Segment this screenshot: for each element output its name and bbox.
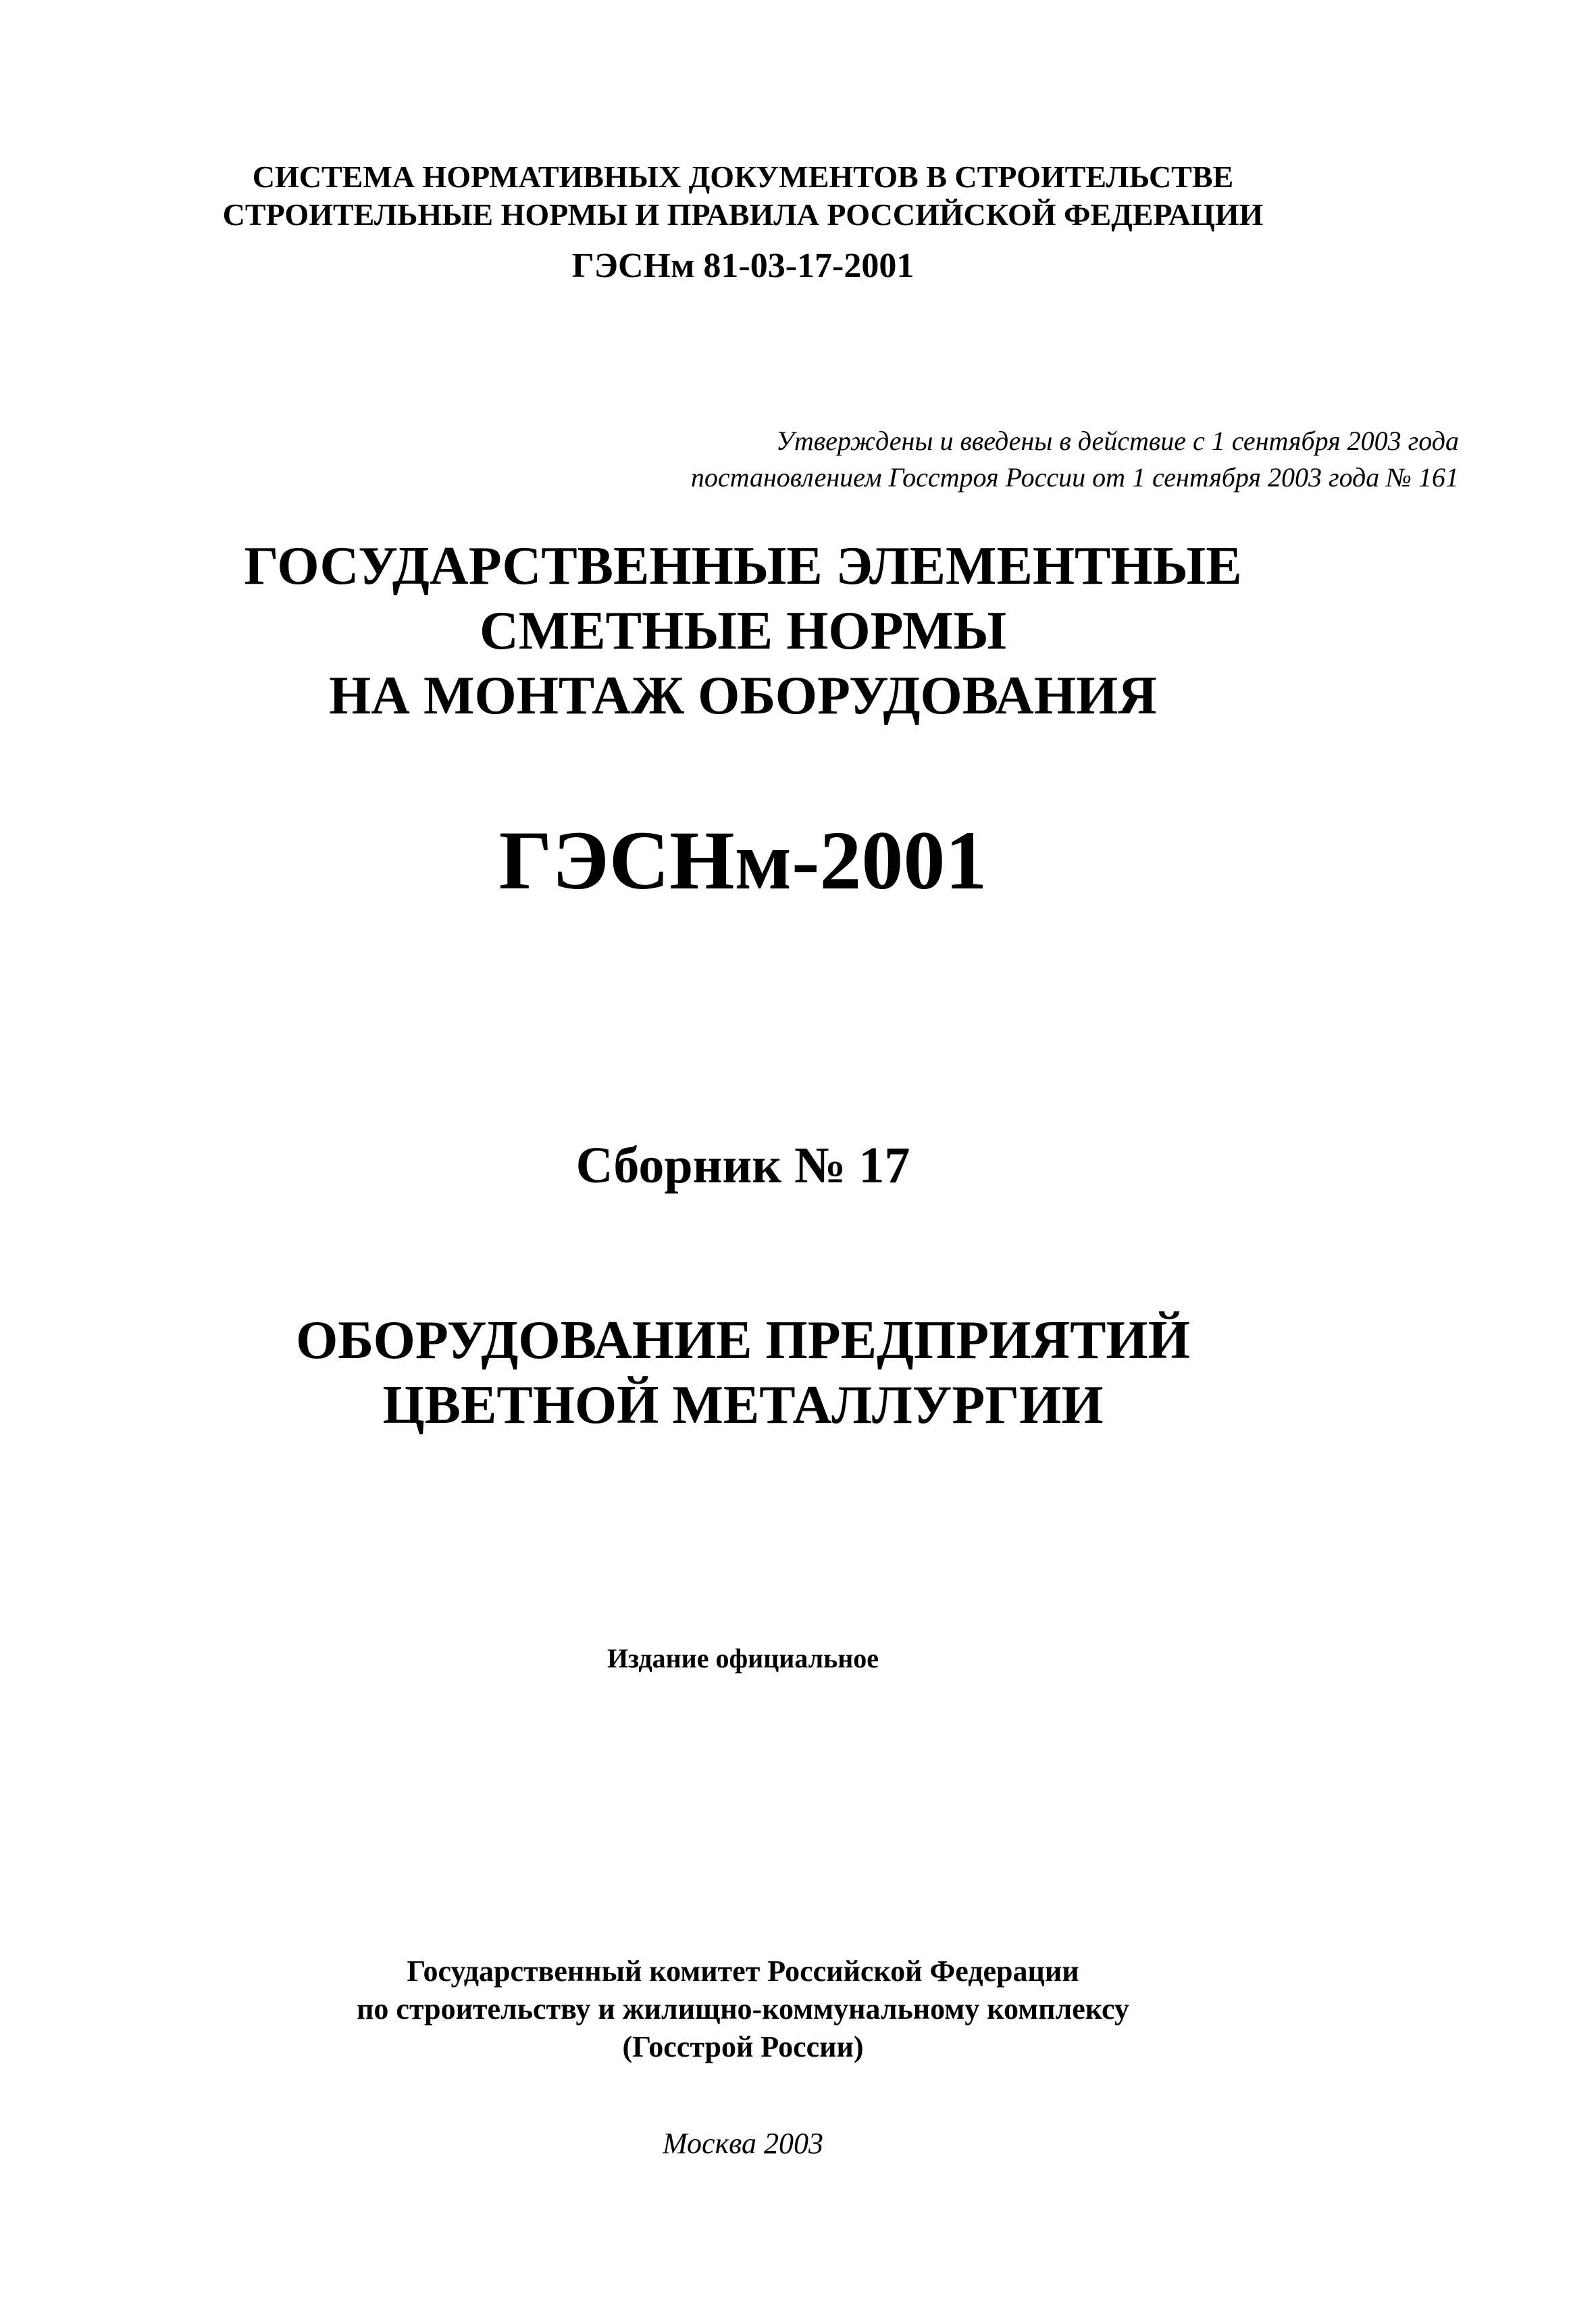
subject-line-1: ОБОРУДОВАНИЕ ПРЕДПРИЯТИЙ	[296, 1311, 1190, 1370]
system-line-1: СИСТЕМА НОРМАТИВНЫХ ДОКУМЕНТОВ В СТРОИТЕЛЬСТВЕ	[252, 159, 1234, 194]
publisher-line-1: Государственный комитет Российской Федерации	[407, 1955, 1079, 1988]
document-title	[0, 534, 1486, 728]
publisher-line-3: (Госстрой России)	[622, 2030, 864, 2063]
title-line-3: НА МОНТАЖ ОБОРУДОВАНИЯ	[328, 666, 1158, 726]
collection-subject	[0, 1308, 1486, 1438]
title-line-1: ГОСУДАРСТВЕННЫЕ ЭЛЕМЕНТНЫЕ	[244, 536, 1242, 596]
subject-line-2: ЦВЕТНОЙ МЕТАЛЛУРГИИ	[382, 1376, 1104, 1435]
city-year: Москва 2003	[663, 2127, 823, 2160]
approval-note	[540, 423, 1459, 496]
publisher-line-2: по строительству и жилищно-коммунальному комплексу	[357, 1992, 1129, 2026]
publisher-block	[0, 1953, 1486, 2066]
collection-number: Сборник № 17	[575, 1137, 910, 1194]
approval-line-2: постановлением Госстроя России от 1 сентября 2003 года № 161	[690, 462, 1459, 493]
title-line-2: СМЕТНЫЕ НОРМЫ	[480, 601, 1006, 661]
document-code: ГЭСНм 81-03-17-2001	[571, 247, 915, 285]
system-line-2: СТРОИТЕЛЬНЫЕ НОРМЫ И ПРАВИЛА РОССИЙСКОЙ ФЕДЕРАЦИИ	[222, 197, 1264, 232]
edition-note: Издание официальное	[607, 1643, 879, 1674]
approval-line-1: Утверждены и введены в действие с 1 сентября 2003 года	[775, 426, 1459, 456]
short-code-title: ГЭСНм-2001	[498, 814, 987, 907]
standards-system-header	[0, 158, 1486, 234]
